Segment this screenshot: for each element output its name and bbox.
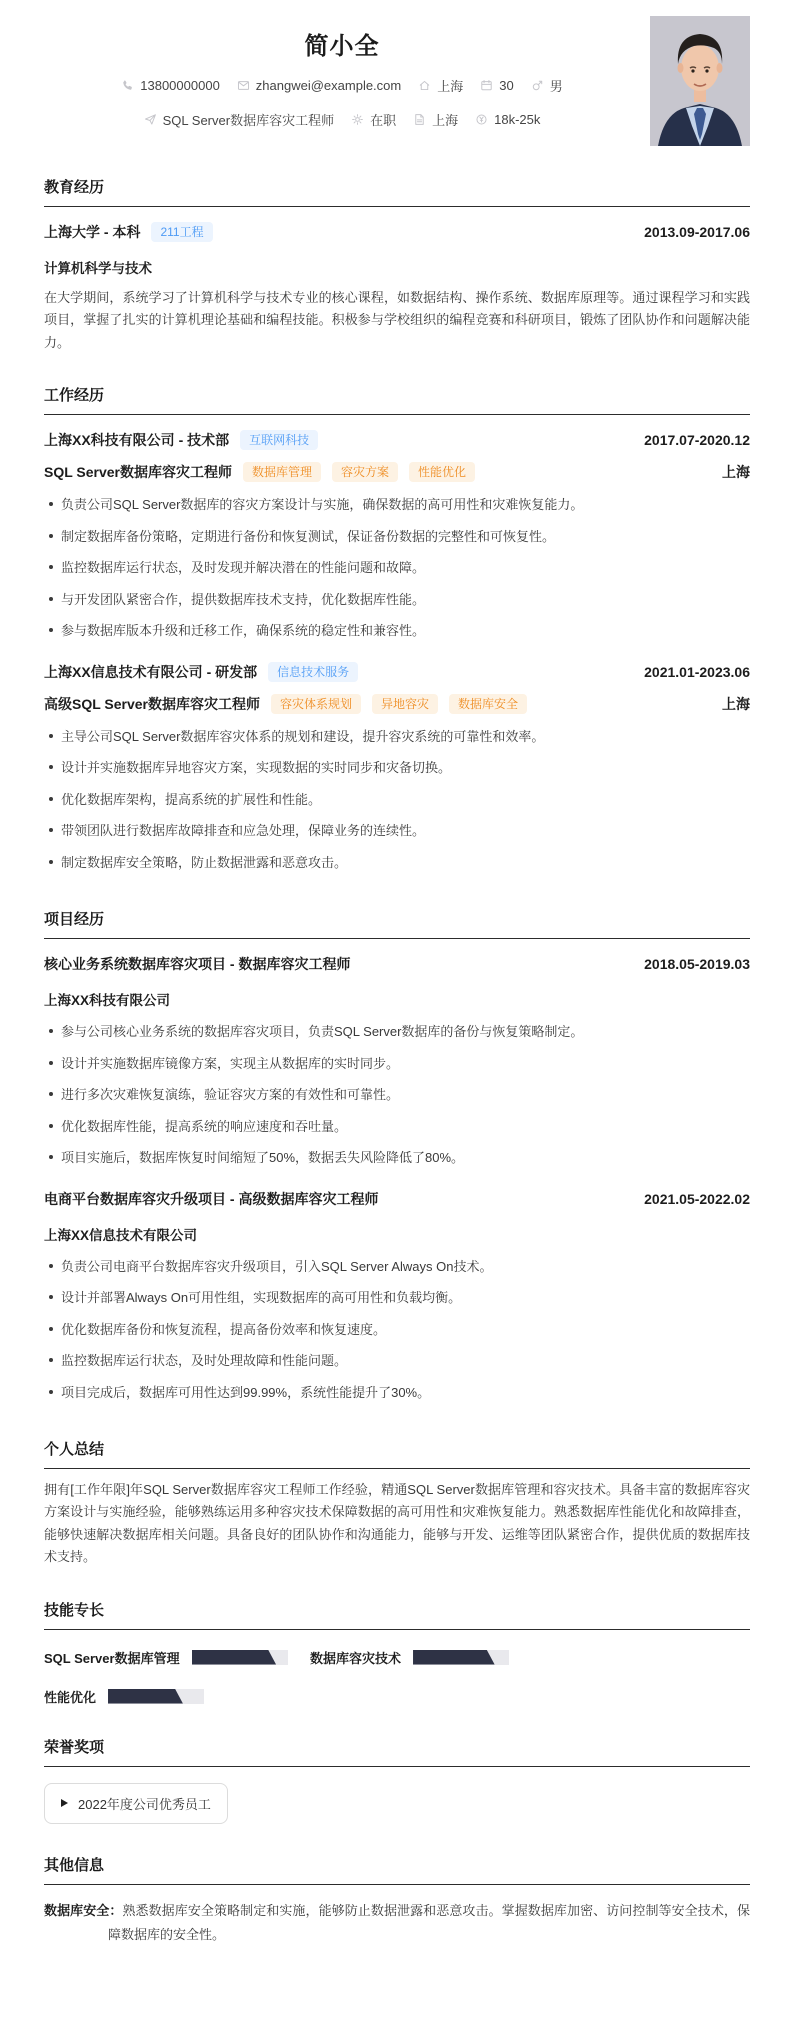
project-date: 2021.05-2022.02	[644, 1190, 750, 1207]
skill-name: 数据库容灾技术	[310, 1650, 402, 1666]
skills-title: 技能专长	[44, 1599, 750, 1630]
job-bullet-list	[44, 721, 750, 879]
job-company-row	[44, 430, 750, 450]
header-info	[44, 10, 640, 129]
expand-triangle-icon	[61, 1799, 68, 1807]
job-bullet: 主导公司SQL Server数据库容灾体系的规划和建设，提升容灾系统的可靠性和效率。	[44, 721, 750, 753]
job-location: 上海	[722, 695, 750, 712]
skill-bar-fill	[192, 1650, 276, 1665]
job-company-row	[44, 662, 750, 682]
project-entry	[44, 954, 750, 1174]
section-skills	[44, 1599, 750, 1706]
project-head-row	[44, 1189, 750, 1209]
job-role-row	[44, 694, 750, 714]
work-city-value: 上海	[432, 113, 459, 128]
industry-tag: 信息技术服务	[268, 662, 358, 682]
job-bullet: 带领团队进行数据库故障排查和应急处理，保障业务的连续性。	[44, 815, 750, 847]
skills-grid	[44, 1648, 750, 1706]
job-bullet: 优化数据库架构，提高系统的扩展性和性能。	[44, 784, 750, 816]
home-city-item	[418, 76, 463, 95]
profile-photo-illustration	[650, 16, 750, 146]
salary-value: 18k-25k	[494, 112, 541, 127]
education-entry-head	[44, 222, 750, 242]
work-title: 工作经历	[44, 384, 750, 415]
home-city-value: 上海	[437, 79, 464, 94]
honors-title: 荣誉奖项	[44, 1736, 750, 1767]
project-company: 上海XX科技有限公司	[44, 993, 171, 1009]
section-other	[44, 1854, 750, 1947]
job-skill-tag: 性能优化	[409, 462, 475, 482]
section-work	[44, 384, 750, 878]
job-location: 上海	[722, 464, 750, 481]
honor-item-label: 2022年度公司优秀员工	[78, 1796, 211, 1812]
skill-name: 性能优化	[44, 1689, 97, 1705]
project-bullet: 负责公司电商平台数据库容灾升级项目，引入SQL Server Always On技术。	[44, 1251, 750, 1283]
status-icon	[351, 113, 364, 126]
project-head-row	[44, 954, 750, 974]
company-name: 上海XX信息技术有限公司 - 研发部	[44, 663, 258, 680]
mail-icon	[237, 79, 250, 92]
project-bullet: 设计并部署Always On可用性组，实现数据库的高可用性和负载均衡。	[44, 1282, 750, 1314]
education-date: 2013.09-2017.06	[644, 224, 750, 240]
skill-bar	[413, 1650, 509, 1665]
gender-item	[531, 76, 563, 95]
project-bullet: 参与公司核心业务系统的数据库容灾项目，负责SQL Server数据库的备份与恢复策略制定。	[44, 1016, 750, 1048]
gender-value: 男	[549, 79, 563, 94]
status-item	[351, 110, 396, 129]
phone-icon	[121, 79, 134, 92]
contact-row-1	[44, 76, 640, 95]
position-icon	[144, 113, 157, 126]
job-bullet: 与开发团队紧密合作，提供数据库技术支持，优化数据库性能。	[44, 584, 750, 616]
job-skill-tag: 容灾体系规划	[271, 694, 361, 714]
job-date: 2021.01-2023.06	[644, 663, 750, 680]
job-role: 高级SQL Server数据库容灾工程师	[44, 695, 261, 712]
education-major: 计算机科学与技术	[44, 261, 152, 276]
other-info-label: 数据库安全：	[44, 1902, 123, 1918]
project-bullet: 优化数据库性能，提高系统的响应速度和吞吐量。	[44, 1111, 750, 1143]
profile-photo	[650, 16, 750, 146]
age-value: 30	[499, 78, 514, 93]
email-value: zhangwei@example.com	[255, 78, 402, 93]
status-value: 在职	[370, 113, 397, 128]
project-bullet-list	[44, 1251, 750, 1409]
job-title-item	[144, 110, 334, 129]
job-bullet: 监控数据库运行状态，及时发现并解决潜在的性能问题和故障。	[44, 552, 750, 584]
age-icon	[480, 79, 493, 92]
job-entry	[44, 430, 750, 647]
job-title-value: SQL Server数据库容灾工程师	[162, 113, 335, 128]
project-bullet: 项目完成后，数据库可用性达到99.99%，系统性能提升了30%。	[44, 1377, 750, 1409]
school-tag: 211工程	[151, 222, 212, 242]
projects-title: 项目经历	[44, 908, 750, 939]
education-description: 在大学期间，系统学习了计算机科学与技术专业的核心课程，如数据结构、操作系统、数据库原理等。通过课程学习和实践项目，掌握了扎实的计算机理论基础和编程技能。积极参与学校组织的编程竞赛和科研项目，锻炼了团队协作和问题解决能力。	[44, 290, 750, 350]
other-title: 其他信息	[44, 1854, 750, 1885]
job-bullet: 制定数据库安全策略，防止数据泄露和恶意攻击。	[44, 847, 750, 879]
job-role-row	[44, 462, 750, 482]
school-name: 上海大学 - 本科	[44, 224, 141, 240]
industry-tag: 互联网科技	[240, 430, 318, 450]
other-info-value: 熟悉数据库安全策略制定和实施，能够防止数据泄露和恶意攻击。掌握数据库加密、访问控制等安全技术，保障数据库的安全性。	[108, 1902, 750, 1942]
project-bullet: 设计并实施数据库镜像方案，实现主从数据库的实时同步。	[44, 1048, 750, 1080]
skill-name: SQL Server数据库管理	[44, 1650, 180, 1666]
project-name: 核心业务系统数据库容灾项目 - 数据库容灾工程师	[44, 956, 351, 973]
education-title: 教育经历	[44, 176, 750, 207]
work-city-item	[413, 110, 458, 129]
skill-bar	[108, 1689, 204, 1704]
job-bullet: 制定数据库备份策略，定期进行备份和恢复测试，保证备份数据的完整性和可恢复性。	[44, 521, 750, 553]
skill-item	[44, 1648, 310, 1667]
job-skill-tag: 容灾方案	[332, 462, 398, 482]
age-item	[480, 78, 513, 93]
section-education	[44, 176, 750, 354]
home-icon	[418, 79, 431, 92]
job-entry	[44, 662, 750, 879]
skill-bar-fill	[413, 1650, 495, 1665]
candidate-name: 简小全	[304, 33, 380, 60]
job-bullet: 负责公司SQL Server数据库的容灾方案设计与实施，确保数据的高可用性和灾难恢复能力。	[44, 489, 750, 521]
job-bullet: 设计并实施数据库异地容灾方案，实现数据的实时同步和灾备切换。	[44, 752, 750, 784]
skill-item	[310, 1648, 750, 1667]
summary-text: 拥有[工作年限]年SQL Server数据库容灾工程师工作经验，精通SQL Server数据库管理和容灾技术。具备丰富的数据库容灾方案设计与实施经验，能够熟练运用多种容灾技术保障数据的高可用性和灾难恢复能力。熟悉数据库性能优化和故障排查，能够快速解决数据库相关问题。具备良好的团队协作和沟通能力，能够与开发、运维等团队紧密合作，提供优质的数据库技术支持。	[44, 1482, 750, 1565]
company-name: 上海XX科技有限公司 - 技术部	[44, 432, 230, 449]
city-icon	[413, 113, 426, 126]
gender-icon	[531, 79, 544, 92]
project-bullet: 项目实施后，数据库恢复时间缩短了50%，数据丢失风险降低了80%。	[44, 1142, 750, 1174]
section-summary	[44, 1438, 750, 1568]
project-date: 2018.05-2019.03	[644, 956, 750, 973]
phone-item	[121, 78, 220, 93]
phone-value: 13800000000	[140, 78, 220, 93]
honor-item-button[interactable]	[44, 1783, 228, 1824]
other-info-text	[44, 1899, 750, 1947]
job-role: SQL Server数据库容灾工程师	[44, 464, 233, 481]
project-entry	[44, 1189, 750, 1409]
section-projects	[44, 908, 750, 1408]
salary-icon	[475, 113, 488, 126]
job-bullet-list	[44, 489, 750, 647]
project-bullet-list	[44, 1016, 750, 1174]
project-name: 电商平台数据库容灾升级项目 - 高级数据库容灾工程师	[44, 1190, 379, 1207]
skill-bar	[192, 1650, 288, 1665]
summary-title: 个人总结	[44, 1438, 750, 1469]
contact-row-2	[44, 110, 640, 129]
project-bullet: 进行多次灾难恢复演练，验证容灾方案的有效性和可靠性。	[44, 1079, 750, 1111]
salary-item	[475, 112, 540, 127]
skill-item	[44, 1687, 310, 1706]
job-date: 2017.07-2020.12	[644, 432, 750, 449]
job-bullet: 参与数据库版本升级和迁移工作，确保系统的稳定性和兼容性。	[44, 615, 750, 647]
skill-bar-fill	[108, 1689, 183, 1704]
email-item	[237, 78, 401, 93]
job-skill-tag: 异地容灾	[372, 694, 438, 714]
section-honors	[44, 1736, 750, 1824]
resume-header	[44, 10, 750, 146]
job-skill-tag: 数据库安全	[449, 694, 527, 714]
project-company: 上海XX信息技术有限公司	[44, 1227, 198, 1243]
job-skill-tag: 数据库管理	[243, 462, 321, 482]
project-bullet: 优化数据库备份和恢复流程，提高备份效率和恢复速度。	[44, 1314, 750, 1346]
project-bullet: 监控数据库运行状态，及时处理故障和性能问题。	[44, 1345, 750, 1377]
